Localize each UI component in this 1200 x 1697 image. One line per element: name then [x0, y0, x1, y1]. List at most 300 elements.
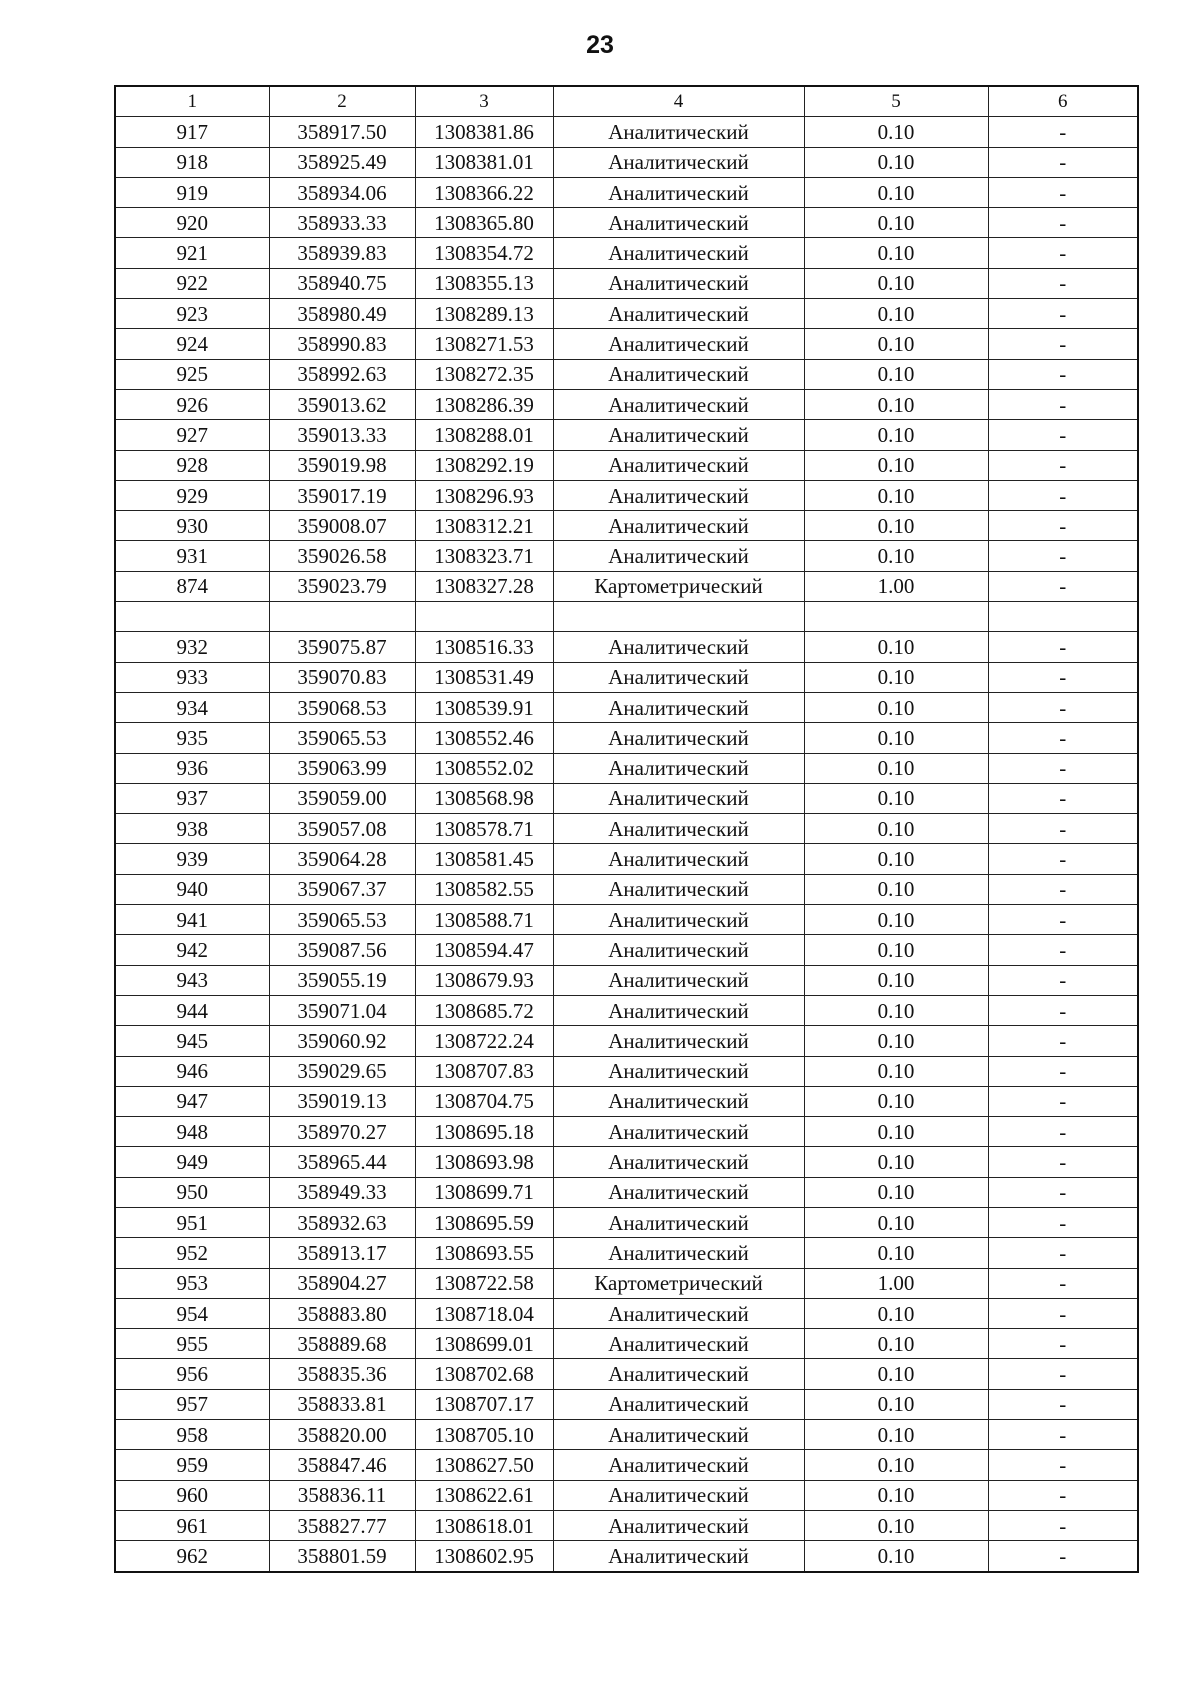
note-cell: -	[988, 1329, 1138, 1359]
x-coordinate-cell: 358836.11	[269, 1480, 415, 1510]
y-coordinate-cell: 1308699.71	[415, 1177, 553, 1207]
method-cell: Аналитический	[553, 753, 804, 783]
point-number-cell: 919	[115, 177, 269, 207]
point-number-cell: 940	[115, 874, 269, 904]
table-row	[115, 1389, 1138, 1419]
y-coordinate-cell: 1308578.71	[415, 814, 553, 844]
x-coordinate-cell: 358847.46	[269, 1450, 415, 1480]
point-number-cell: 949	[115, 1147, 269, 1177]
table-row	[115, 1117, 1138, 1147]
x-coordinate-cell: 359026.58	[269, 541, 415, 571]
table-body	[115, 86, 1138, 1572]
note-cell: -	[988, 1238, 1138, 1268]
table-row	[115, 1026, 1138, 1056]
table-row	[115, 238, 1138, 268]
note-cell: -	[988, 450, 1138, 480]
point-number-cell: 942	[115, 935, 269, 965]
y-coordinate-cell: 1308568.98	[415, 783, 553, 813]
page-number: 23	[586, 31, 614, 59]
table-row	[115, 723, 1138, 753]
accuracy-cell: 0.10	[804, 1056, 988, 1086]
point-number-cell: 938	[115, 814, 269, 844]
y-coordinate-cell: 1308323.71	[415, 541, 553, 571]
accuracy-cell: 0.10	[804, 783, 988, 813]
x-coordinate-cell: 358932.63	[269, 1207, 415, 1237]
y-coordinate-cell: 1308618.01	[415, 1510, 553, 1540]
y-coordinate-cell	[415, 602, 553, 632]
x-coordinate-cell: 358925.49	[269, 147, 415, 177]
y-coordinate-cell: 1308365.80	[415, 208, 553, 238]
method-cell: Аналитический	[553, 1480, 804, 1510]
x-coordinate-cell: 359071.04	[269, 995, 415, 1025]
accuracy-cell: 0.10	[804, 1510, 988, 1540]
y-coordinate-cell: 1308722.58	[415, 1268, 553, 1298]
y-coordinate-cell: 1308705.10	[415, 1420, 553, 1450]
y-coordinate-cell: 1308702.68	[415, 1359, 553, 1389]
method-cell: Аналитический	[553, 1238, 804, 1268]
table-row	[115, 389, 1138, 419]
note-cell: -	[988, 1450, 1138, 1480]
y-coordinate-cell: 1308312.21	[415, 511, 553, 541]
accuracy-cell: 0.10	[804, 389, 988, 419]
table-row	[115, 1238, 1138, 1268]
method-cell: Аналитический	[553, 541, 804, 571]
x-coordinate-cell: 359055.19	[269, 965, 415, 995]
x-coordinate-cell: 359059.00	[269, 783, 415, 813]
accuracy-cell: 0.10	[804, 844, 988, 874]
y-coordinate-cell: 1308707.17	[415, 1389, 553, 1419]
x-coordinate-cell: 358940.75	[269, 268, 415, 298]
accuracy-cell: 0.10	[804, 1026, 988, 1056]
point-number-cell: 960	[115, 1480, 269, 1510]
x-coordinate-cell: 358801.59	[269, 1541, 415, 1572]
accuracy-cell: 0.10	[804, 905, 988, 935]
point-number-cell: 935	[115, 723, 269, 753]
point-number-cell: 927	[115, 420, 269, 450]
y-coordinate-cell: 1308381.86	[415, 117, 553, 147]
table-row	[115, 511, 1138, 541]
y-coordinate-cell: 1308355.13	[415, 268, 553, 298]
x-coordinate-cell: 358939.83	[269, 238, 415, 268]
accuracy-cell: 0.10	[804, 662, 988, 692]
point-number-cell: 926	[115, 389, 269, 419]
note-cell: -	[988, 511, 1138, 541]
point-number-cell: 956	[115, 1359, 269, 1389]
table-row	[115, 1420, 1138, 1450]
accuracy-cell: 0.10	[804, 935, 988, 965]
note-cell: -	[988, 814, 1138, 844]
x-coordinate-cell: 359067.37	[269, 874, 415, 904]
accuracy-cell: 0.10	[804, 1480, 988, 1510]
accuracy-cell: 0.10	[804, 692, 988, 722]
note-cell: -	[988, 1480, 1138, 1510]
x-coordinate-cell: 358835.36	[269, 1359, 415, 1389]
table-row	[115, 692, 1138, 722]
method-cell: Аналитический	[553, 723, 804, 753]
y-coordinate-cell: 1308539.91	[415, 692, 553, 722]
point-number-cell: 932	[115, 632, 269, 662]
table-row	[115, 1298, 1138, 1328]
x-coordinate-cell: 358883.80	[269, 1298, 415, 1328]
table-row	[115, 1207, 1138, 1237]
point-number-cell: 922	[115, 268, 269, 298]
point-number-cell: 947	[115, 1086, 269, 1116]
table-header-row	[115, 86, 1138, 117]
x-coordinate-cell: 359064.28	[269, 844, 415, 874]
x-coordinate-cell: 359017.19	[269, 480, 415, 510]
point-number-cell: 952	[115, 1238, 269, 1268]
column-header-note: 6	[988, 86, 1138, 117]
accuracy-cell: 0.10	[804, 723, 988, 753]
note-cell: -	[988, 723, 1138, 753]
x-coordinate-cell: 359087.56	[269, 935, 415, 965]
x-coordinate-cell: 358992.63	[269, 359, 415, 389]
method-cell: Аналитический	[553, 359, 804, 389]
x-coordinate-cell: 359068.53	[269, 692, 415, 722]
accuracy-cell: 0.10	[804, 177, 988, 207]
table-row	[115, 117, 1138, 147]
table-row	[115, 632, 1138, 662]
note-cell: -	[988, 1117, 1138, 1147]
accuracy-cell: 0.10	[804, 1117, 988, 1147]
point-number-cell: 944	[115, 995, 269, 1025]
table-row	[115, 1480, 1138, 1510]
note-cell: -	[988, 117, 1138, 147]
x-coordinate-cell: 359019.13	[269, 1086, 415, 1116]
method-cell: Аналитический	[553, 783, 804, 813]
note-cell: -	[988, 238, 1138, 268]
method-cell: Аналитический	[553, 1541, 804, 1572]
table-row	[115, 1359, 1138, 1389]
accuracy-cell: 0.10	[804, 1541, 988, 1572]
x-coordinate-cell: 358980.49	[269, 299, 415, 329]
method-cell: Картометрический	[553, 571, 804, 601]
note-cell: -	[988, 1268, 1138, 1298]
point-number-cell: 961	[115, 1510, 269, 1540]
accuracy-cell: 0.10	[804, 1177, 988, 1207]
accuracy-cell: 0.10	[804, 632, 988, 662]
method-cell: Аналитический	[553, 1450, 804, 1480]
accuracy-cell: 0.10	[804, 268, 988, 298]
accuracy-cell: 0.10	[804, 1329, 988, 1359]
method-cell: Аналитический	[553, 692, 804, 722]
y-coordinate-cell: 1308286.39	[415, 389, 553, 419]
table-row	[115, 571, 1138, 601]
note-cell: -	[988, 1086, 1138, 1116]
note-cell: -	[988, 632, 1138, 662]
y-coordinate-cell: 1308366.22	[415, 177, 553, 207]
note-cell: -	[988, 662, 1138, 692]
method-cell: Аналитический	[553, 965, 804, 995]
table-row	[115, 844, 1138, 874]
method-cell: Аналитический	[553, 329, 804, 359]
note-cell: -	[988, 541, 1138, 571]
method-cell: Аналитический	[553, 905, 804, 935]
method-cell: Аналитический	[553, 147, 804, 177]
table-row	[115, 935, 1138, 965]
x-coordinate-cell: 359013.62	[269, 389, 415, 419]
accuracy-cell: 0.10	[804, 117, 988, 147]
x-coordinate-cell: 358820.00	[269, 1420, 415, 1450]
y-coordinate-cell: 1308552.02	[415, 753, 553, 783]
table-row	[115, 783, 1138, 813]
y-coordinate-cell: 1308707.83	[415, 1056, 553, 1086]
method-cell: Аналитический	[553, 1298, 804, 1328]
table-row	[115, 177, 1138, 207]
table-row	[115, 359, 1138, 389]
accuracy-cell: 0.10	[804, 238, 988, 268]
coordinates-table	[114, 85, 1139, 1573]
note-cell: -	[988, 1359, 1138, 1389]
note-cell: -	[988, 905, 1138, 935]
x-coordinate-cell: 359063.99	[269, 753, 415, 783]
y-coordinate-cell: 1308296.93	[415, 480, 553, 510]
point-number-cell: 962	[115, 1541, 269, 1572]
accuracy-cell: 0.10	[804, 995, 988, 1025]
accuracy-cell: 0.10	[804, 814, 988, 844]
method-cell: Аналитический	[553, 1177, 804, 1207]
note-cell: -	[988, 844, 1138, 874]
note-cell	[988, 602, 1138, 632]
point-number-cell: 950	[115, 1177, 269, 1207]
column-header-y-coordinate: 3	[415, 86, 553, 117]
y-coordinate-cell: 1308581.45	[415, 844, 553, 874]
method-cell: Аналитический	[553, 874, 804, 904]
x-coordinate-cell: 359013.33	[269, 420, 415, 450]
y-coordinate-cell: 1308272.35	[415, 359, 553, 389]
x-coordinate-cell: 358933.33	[269, 208, 415, 238]
y-coordinate-cell: 1308695.18	[415, 1117, 553, 1147]
accuracy-cell: 0.10	[804, 1389, 988, 1419]
y-coordinate-cell: 1308588.71	[415, 905, 553, 935]
point-number-cell: 928	[115, 450, 269, 480]
table-row	[115, 662, 1138, 692]
y-coordinate-cell: 1308354.72	[415, 238, 553, 268]
method-cell: Аналитический	[553, 208, 804, 238]
table-row	[115, 450, 1138, 480]
note-cell: -	[988, 389, 1138, 419]
table-row	[115, 1510, 1138, 1540]
accuracy-cell: 0.10	[804, 1298, 988, 1328]
x-coordinate-cell: 358827.77	[269, 1510, 415, 1540]
y-coordinate-cell: 1308552.46	[415, 723, 553, 753]
point-number-cell	[115, 602, 269, 632]
table-row	[115, 1450, 1138, 1480]
note-cell: -	[988, 1026, 1138, 1056]
accuracy-cell: 1.00	[804, 1268, 988, 1298]
x-coordinate-cell	[269, 602, 415, 632]
note-cell: -	[988, 995, 1138, 1025]
point-number-cell: 946	[115, 1056, 269, 1086]
note-cell: -	[988, 753, 1138, 783]
x-coordinate-cell: 358934.06	[269, 177, 415, 207]
point-number-cell: 925	[115, 359, 269, 389]
y-coordinate-cell: 1308602.95	[415, 1541, 553, 1572]
table-row	[115, 995, 1138, 1025]
point-number-cell: 951	[115, 1207, 269, 1237]
method-cell: Аналитический	[553, 480, 804, 510]
x-coordinate-cell: 359008.07	[269, 511, 415, 541]
method-cell: Аналитический	[553, 1026, 804, 1056]
method-cell: Аналитический	[553, 1510, 804, 1540]
x-coordinate-cell: 358949.33	[269, 1177, 415, 1207]
table-row	[115, 1177, 1138, 1207]
y-coordinate-cell: 1308531.49	[415, 662, 553, 692]
accuracy-cell: 0.10	[804, 208, 988, 238]
note-cell: -	[988, 1298, 1138, 1328]
accuracy-cell: 0.10	[804, 299, 988, 329]
table-row	[115, 1268, 1138, 1298]
method-cell: Аналитический	[553, 814, 804, 844]
point-number-cell: 936	[115, 753, 269, 783]
point-number-cell: 939	[115, 844, 269, 874]
method-cell: Аналитический	[553, 662, 804, 692]
y-coordinate-cell: 1308622.61	[415, 1480, 553, 1510]
table-row	[115, 1147, 1138, 1177]
method-cell: Аналитический	[553, 1056, 804, 1086]
x-coordinate-cell: 359065.53	[269, 905, 415, 935]
x-coordinate-cell: 358889.68	[269, 1329, 415, 1359]
x-coordinate-cell: 358904.27	[269, 1268, 415, 1298]
point-number-cell: 941	[115, 905, 269, 935]
x-coordinate-cell: 358833.81	[269, 1389, 415, 1419]
method-cell: Аналитический	[553, 511, 804, 541]
method-cell	[553, 602, 804, 632]
method-cell: Аналитический	[553, 1147, 804, 1177]
y-coordinate-cell: 1308327.28	[415, 571, 553, 601]
method-cell: Аналитический	[553, 1086, 804, 1116]
point-number-cell: 933	[115, 662, 269, 692]
accuracy-cell: 0.10	[804, 541, 988, 571]
note-cell: -	[988, 420, 1138, 450]
y-coordinate-cell: 1308693.98	[415, 1147, 553, 1177]
note-cell: -	[988, 299, 1138, 329]
accuracy-cell: 0.10	[804, 1086, 988, 1116]
accuracy-cell: 0.10	[804, 329, 988, 359]
x-coordinate-cell: 358990.83	[269, 329, 415, 359]
x-coordinate-cell: 358917.50	[269, 117, 415, 147]
note-cell: -	[988, 1420, 1138, 1450]
point-number-cell: 923	[115, 299, 269, 329]
note-cell: -	[988, 1056, 1138, 1086]
accuracy-cell: 0.10	[804, 753, 988, 783]
table-row	[115, 480, 1138, 510]
table-row	[115, 905, 1138, 935]
method-cell: Аналитический	[553, 450, 804, 480]
x-coordinate-cell: 358970.27	[269, 1117, 415, 1147]
point-number-cell: 874	[115, 571, 269, 601]
table-row	[115, 1056, 1138, 1086]
accuracy-cell: 0.10	[804, 1238, 988, 1268]
accuracy-cell: 0.10	[804, 147, 988, 177]
method-cell: Аналитический	[553, 1329, 804, 1359]
note-cell: -	[988, 783, 1138, 813]
y-coordinate-cell: 1308722.24	[415, 1026, 553, 1056]
table-row	[115, 602, 1138, 632]
method-cell: Картометрический	[553, 1268, 804, 1298]
column-header-accuracy: 5	[804, 86, 988, 117]
note-cell: -	[988, 1177, 1138, 1207]
point-number-cell: 953	[115, 1268, 269, 1298]
accuracy-cell: 0.10	[804, 1147, 988, 1177]
table-row	[115, 147, 1138, 177]
point-number-cell: 955	[115, 1329, 269, 1359]
x-coordinate-cell: 358913.17	[269, 1238, 415, 1268]
table-row	[115, 329, 1138, 359]
y-coordinate-cell: 1308699.01	[415, 1329, 553, 1359]
method-cell: Аналитический	[553, 389, 804, 419]
method-cell: Аналитический	[553, 844, 804, 874]
point-number-cell: 929	[115, 480, 269, 510]
accuracy-cell: 0.10	[804, 1359, 988, 1389]
method-cell: Аналитический	[553, 1359, 804, 1389]
accuracy-cell: 0.10	[804, 1420, 988, 1450]
point-number-cell: 921	[115, 238, 269, 268]
table-row	[115, 420, 1138, 450]
method-cell: Аналитический	[553, 632, 804, 662]
table-row	[115, 1086, 1138, 1116]
point-number-cell: 954	[115, 1298, 269, 1328]
point-number-cell: 958	[115, 1420, 269, 1450]
accuracy-cell: 0.10	[804, 420, 988, 450]
method-cell: Аналитический	[553, 238, 804, 268]
table-row	[115, 753, 1138, 783]
note-cell: -	[988, 692, 1138, 722]
note-cell: -	[988, 1147, 1138, 1177]
method-cell: Аналитический	[553, 1207, 804, 1237]
y-coordinate-cell: 1308381.01	[415, 147, 553, 177]
point-number-cell: 924	[115, 329, 269, 359]
note-cell: -	[988, 874, 1138, 904]
note-cell: -	[988, 571, 1138, 601]
x-coordinate-cell: 358965.44	[269, 1147, 415, 1177]
x-coordinate-cell: 359065.53	[269, 723, 415, 753]
x-coordinate-cell: 359060.92	[269, 1026, 415, 1056]
note-cell: -	[988, 965, 1138, 995]
y-coordinate-cell: 1308516.33	[415, 632, 553, 662]
accuracy-cell: 1.00	[804, 571, 988, 601]
column-header-method: 4	[553, 86, 804, 117]
table-row	[115, 299, 1138, 329]
method-cell: Аналитический	[553, 268, 804, 298]
method-cell: Аналитический	[553, 1117, 804, 1147]
column-header-point-number: 1	[115, 86, 269, 117]
point-number-cell: 959	[115, 1450, 269, 1480]
note-cell: -	[988, 1207, 1138, 1237]
point-number-cell: 918	[115, 147, 269, 177]
method-cell: Аналитический	[553, 177, 804, 207]
accuracy-cell: 0.10	[804, 1450, 988, 1480]
y-coordinate-cell: 1308594.47	[415, 935, 553, 965]
method-cell: Аналитический	[553, 935, 804, 965]
point-number-cell: 934	[115, 692, 269, 722]
y-coordinate-cell: 1308704.75	[415, 1086, 553, 1116]
table-row	[115, 814, 1138, 844]
method-cell: Аналитический	[553, 1389, 804, 1419]
y-coordinate-cell: 1308292.19	[415, 450, 553, 480]
x-coordinate-cell: 359029.65	[269, 1056, 415, 1086]
point-number-cell: 917	[115, 117, 269, 147]
note-cell: -	[988, 1389, 1138, 1419]
accuracy-cell: 0.10	[804, 1207, 988, 1237]
y-coordinate-cell: 1308679.93	[415, 965, 553, 995]
x-coordinate-cell: 359023.79	[269, 571, 415, 601]
point-number-cell: 937	[115, 783, 269, 813]
y-coordinate-cell: 1308685.72	[415, 995, 553, 1025]
note-cell: -	[988, 359, 1138, 389]
accuracy-cell	[804, 602, 988, 632]
method-cell: Аналитический	[553, 117, 804, 147]
